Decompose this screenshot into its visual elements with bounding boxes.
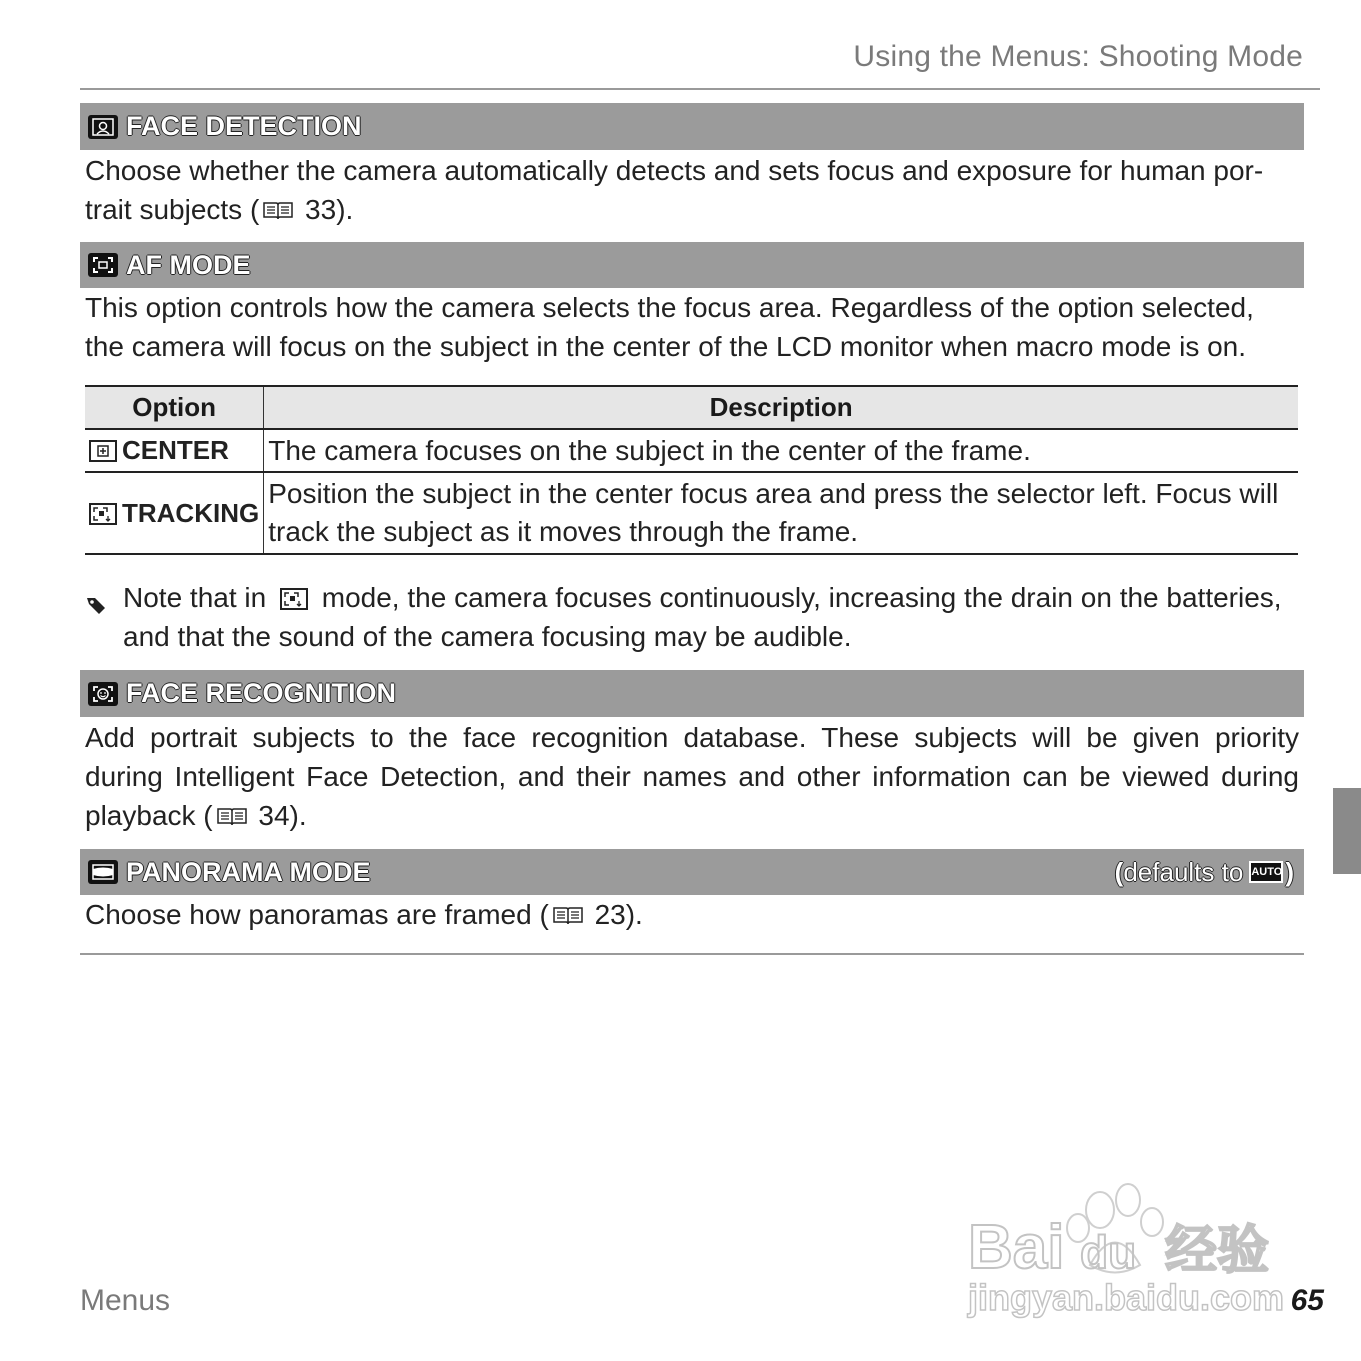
note-text: Note that in mode, the camera focuses continuously, increasing the drain on the batteries, and that the sound of the camera focusing may be audible. [123,582,1282,652]
auto-mode-icon: AUTO [1249,861,1283,883]
table-row [85,472,1298,554]
watermark-url: jingyan.baidu.com [968,1277,1285,1318]
running-header: Using the Menus: Shooting Mode [853,40,1303,73]
watermark-text: Bai [968,1213,1065,1282]
face-detection-icon [88,115,118,139]
section-body-face-detection [85,151,1299,231]
body-line: trait subjects ( 33). [85,190,1299,231]
body-line: Choose how panoramas are framed ( 23). [85,895,1299,936]
body-line: during Intelligent Face Detection, and their names and other information can be viewed during [85,761,1299,792]
baidu-watermark [960,1150,1290,1325]
book-icon [263,192,293,231]
body-line: Add portrait subjects to the face recognition database. These subjects will be given priority [85,722,1299,753]
page-number: 65 [1290,1284,1324,1317]
section-body-panorama-mode [85,895,1299,936]
note [85,578,1299,656]
section-bar-face-recognition [80,670,1304,717]
section-body-af-mode [85,288,1299,366]
body-line: the camera will focus on the subject in the center of the LCD monitor when macro mode is on. [85,331,1247,362]
table-row [85,429,1298,472]
body-line: Choose whether the camera automatically detects and sets focus and exposure for human por- [85,155,1264,186]
section-title: FACE DETECTION [126,111,362,141]
chapter-thumb-tab [1333,788,1361,874]
svg-text:经验: 经验 [1165,1221,1270,1281]
af-mode-options-table [85,385,1298,555]
default-setting-note: ( defaults to AUTO ) [1114,856,1294,887]
option-cell: CENTER [85,429,264,472]
bottom-rule [80,953,1304,955]
option-cell: TRACKING [85,472,264,554]
body-line: playback ( 34). [85,796,1299,837]
book-icon [553,897,583,936]
table-header-row [85,386,1298,429]
body-line: This option controls how the camera selects the focus area. Regardless of the option selected, [85,292,1254,323]
section-title: PANORAMA MODE [126,856,371,887]
af-mode-icon [88,253,118,277]
section-bar-face-detection [80,103,1304,150]
section-bar-af-mode [80,242,1304,288]
book-icon [217,798,247,837]
svg-text:du: du [1080,1226,1137,1278]
footer-section-name: Menus [80,1284,171,1317]
face-recognition-icon [88,682,118,706]
tracking-af-icon [89,503,117,525]
section-body-face-recognition [85,718,1299,837]
header-rule [80,88,1320,90]
tracking-af-icon [280,588,308,610]
center-af-icon [89,440,117,462]
note-icon [85,587,107,626]
section-title: AF MODE [126,249,251,280]
panorama-icon [88,860,118,884]
description-cell: The camera focuses on the subject in the center of the frame. [264,429,1298,472]
section-bar-panorama-mode [80,849,1304,895]
description-cell: Position the subject in the center focus area and press the selector left. Focus will track the subject as it moves through the frame. [264,472,1298,554]
column-header-description: Description [264,386,1298,429]
section-title: FACE RECOGNITION [126,678,397,708]
column-header-option: Option [85,386,264,429]
